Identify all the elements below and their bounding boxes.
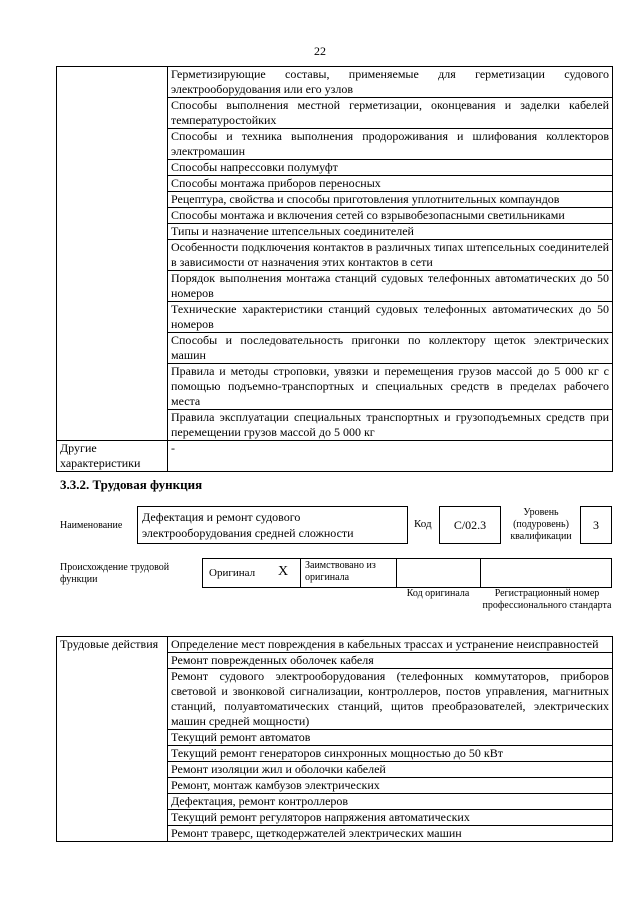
- actions-label: Трудовые действия: [57, 637, 168, 842]
- knowledge-item: Технические характеристики станций судовых телефонных автоматических до 50 номеров: [168, 302, 613, 333]
- code-original-caption: Код оригинала: [406, 588, 470, 599]
- table-row: [57, 441, 613, 472]
- knowledge-item: Герметизирующие составы, применяемые для герметизации судового электрооборудования или его узлов: [168, 67, 613, 98]
- knowledge-item: Способы и последовательность пригонки по коллектору щеток электрических машин: [168, 333, 613, 364]
- knowledge-item: Способы выполнения местной герметизации, оконцевания и заделки кабелей температуростойких: [168, 98, 613, 129]
- borrowed-label: Заимствовано из оригинала: [305, 560, 376, 583]
- knowledge-item: Способы и техника выполнения продороживания и шлифования коллекторов электромашин: [168, 129, 613, 160]
- origin-box: [202, 558, 612, 588]
- action-item: Дефектация, ремонт контроллеров: [168, 794, 613, 810]
- origin-divider: [300, 558, 301, 588]
- knowledge-item: Правила и методы строповки, увязки и перемещения грузов массой до 5 000 кг с помощью подъемно-транспортных и специальных средств в пределах рабочего места: [168, 364, 613, 410]
- function-name-value: Дефектация и ремонт судового электрооборудования средней сложности: [137, 506, 408, 544]
- action-item: Ремонт изоляции жил и оболочки кабелей: [168, 762, 613, 778]
- knowledge-item: Правила эксплуатации специальных транспортных и грузоподъемных средств при перемещении грузов массой до 5 000 кг: [168, 410, 613, 441]
- qualification-level-value: 3: [580, 506, 612, 544]
- registration-number-caption: Регистрационный номер профессионального стандарта: [482, 588, 612, 611]
- action-item: Текущий ремонт регуляторов напряжения автоматических: [168, 810, 613, 826]
- table-row: [57, 637, 613, 653]
- actions-table: [56, 636, 613, 842]
- knowledge-table: [56, 66, 613, 472]
- origin-label: Происхождение трудовой функции: [60, 562, 170, 585]
- page-number: 22: [314, 44, 326, 58]
- origin-divider: [396, 558, 397, 588]
- knowledge-item: Способы напрессовки полумуфт: [168, 160, 613, 176]
- original-label: Оригинал: [209, 567, 256, 579]
- knowledge-item: Особенности подключения контактов в различных типах штепсельных соединителей в зависимости от назначения этих контактов в сети: [168, 240, 613, 271]
- action-item: Ремонт судового электрооборудования (телефонных коммутаторов, приборов световой и звонковой сигнализации, контроллеров, постов управления, магнитных станций, полуавтоматических станций, щитов преобразователей, электрических машин средней мощности): [168, 669, 613, 730]
- action-item: Определение мест повреждения в кабельных трассах и устранение неисправностей: [168, 637, 613, 653]
- origin-divider: [480, 558, 481, 588]
- section-title: 3.3.2. Трудовая функция: [60, 477, 203, 492]
- other-characteristics-label: Другие характеристики: [57, 441, 168, 472]
- action-item: Текущий ремонт генераторов синхронных мощностью до 50 кВт: [168, 746, 613, 762]
- function-code-value: C/02.3: [439, 506, 501, 544]
- action-item: Ремонт траверс, щеткодержателей электрических машин: [168, 826, 613, 842]
- knowledge-item: Рецептура, свойства и способы приготовления уплотнительных компаундов: [168, 192, 613, 208]
- original-mark: X: [278, 564, 289, 579]
- action-item: Ремонт поврежденных оболочек кабеля: [168, 653, 613, 669]
- knowledge-item: Порядок выполнения монтажа станций судовых телефонных автоматических до 50 номеров: [168, 271, 613, 302]
- knowledge-label-cell: [57, 67, 168, 441]
- knowledge-item: Способы монтажа приборов переносных: [168, 176, 613, 192]
- level-label: Уровень (подуровень) квалификации: [510, 507, 572, 542]
- action-item: Ремонт, монтаж камбузов электрических: [168, 778, 613, 794]
- other-characteristics-value: -: [168, 441, 613, 472]
- action-item: Текущий ремонт автоматов: [168, 730, 613, 746]
- knowledge-item: Способы монтажа и включения сетей со взрывобезопасными светильниками: [168, 208, 613, 224]
- code-label: Код: [414, 518, 432, 530]
- table-row: [57, 67, 613, 98]
- knowledge-item: Типы и назначение штепсельных соединителей: [168, 224, 613, 240]
- name-label: Наименование: [60, 520, 123, 531]
